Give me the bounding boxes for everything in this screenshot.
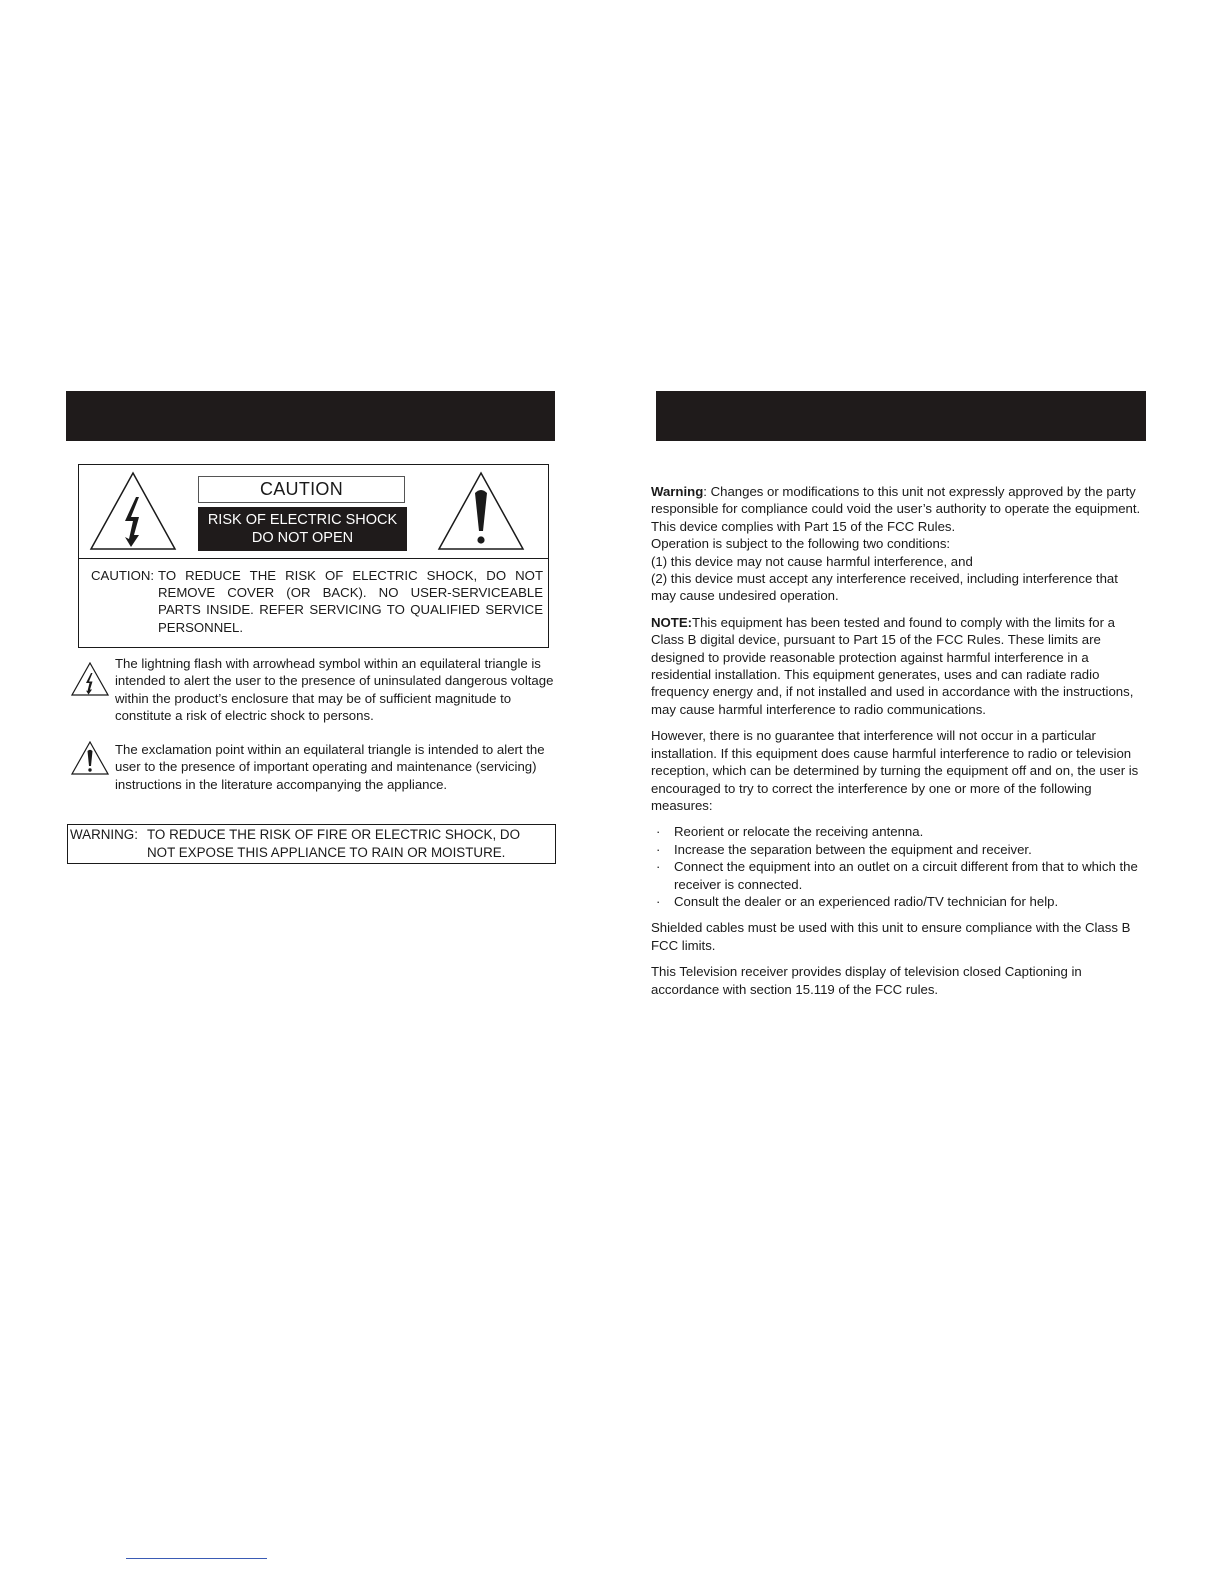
- list-item: [651, 841, 1143, 858]
- moisture-warning-box: [67, 824, 556, 864]
- fcc-closed-captioning: This Television receiver provides display of television closed Captioning in accordance with section 15.119 of the FCC rules.: [651, 964, 1082, 997]
- fcc-condition-1: (1) this device may not cause harmful interference, and: [651, 553, 973, 569]
- list-item-text: Reorient or relocate the receiving antenna.: [674, 824, 924, 840]
- risk-line-1: RISK OF ELECTRIC SHOCK: [207, 512, 398, 528]
- risk-line-2: DO NOT OPEN: [251, 530, 354, 546]
- fcc-warning-paragraph: [651, 483, 1143, 518]
- lightning-warning-icon: [89, 471, 177, 551]
- caution-note-label: CAUTION:: [91, 568, 155, 583]
- caution-title: CAUTION: [198, 476, 405, 503]
- bullet-dot: ·: [656, 824, 661, 840]
- fcc-warning-text: : Changes or modifications to this unit not expressly approved by the party responsible for compliance could void the user’s authority to operate the equipment.: [651, 484, 1141, 517]
- footer-rule: [126, 1558, 267, 1559]
- exclamation-explanation-text: The exclamation point within an equilateral triangle is intended to alert the user to the presence of important operating and maintenance (servicing) instructions in the literature accompanying the appliance.: [115, 742, 545, 792]
- bullet-dot: ·: [656, 841, 661, 857]
- fcc-however-paragraph: However, there is no guarantee that interference will not occur in a particular installation. If this equipment does cause harmful interference to radio or television reception, which can be determined by turning the equipment off and on, the user is encouraged to try to correct the interference by one or more of the following measures:: [651, 728, 1139, 813]
- caution-note-text: TO REDUCE THE RISK OF ELECTRIC SHOCK, DO NOT REMOVE COVER (OR BACK). NO USER-SERVICEABLE PARTS INSIDE. REFER SERVICING TO QUALIFIED SERVICE PERSONNEL.: [158, 568, 543, 635]
- caution-label-top: [79, 465, 548, 559]
- exclamation-warning-icon: [437, 471, 525, 551]
- lightning-explanation-text: The lightning flash with arrowhead symbol within an equilateral triangle is intended to alert the user to the presence of uninsulated dangerous voltage within the product’s enclosure that may be of sufficient magnitude to constitute a risk of electric shock to persons.: [115, 656, 554, 724]
- fcc-warning-label: Warning: [651, 484, 704, 499]
- exclamation-triangle-icon: [71, 741, 109, 775]
- bullet-dot: ·: [656, 893, 661, 909]
- list-item-text: Consult the dealer or an experienced radio/TV technician for help.: [674, 893, 1059, 909]
- fcc-part15: This device complies with Part 15 of the FCC Rules.: [651, 518, 956, 534]
- list-item: [651, 858, 1143, 893]
- caution-label-box: [78, 464, 549, 648]
- fcc-conditions-intro: Operation is subject to the following two conditions:: [651, 536, 951, 552]
- list-item-text: Increase the separation between the equipment and receiver.: [674, 841, 1032, 857]
- right-header-bar: [656, 391, 1146, 441]
- fcc-statement: [651, 483, 1143, 998]
- fcc-note-paragraph: [651, 614, 1143, 718]
- fcc-condition-2: (2) this device must accept any interference received, including interference that may cause undesired operation.: [651, 571, 1118, 604]
- fcc-note-text: This equipment has been tested and found to comply with the limits for a Class B digital device, pursuant to Part 15 of the FCC Rules. These limits are designed to provide reasonable protection against harmful interference in a residential installation. This equipment generates, uses and can radiate radio frequency energy and, if not installed and used in accordance with the instructions, may cause harmful interference to radio communications.: [651, 614, 1134, 717]
- warning-text: TO REDUCE THE RISK OF FIRE OR ELECTRIC SHOCK, DO NOT EXPOSE THIS APPLIANCE TO RAIN OR MOISTURE.: [147, 827, 521, 860]
- left-header-bar: [66, 391, 555, 441]
- fcc-note-label: NOTE:: [651, 614, 693, 630]
- warning-label: WARNING:: [70, 827, 138, 842]
- fcc-shielded-cables: Shielded cables must be used with this unit to ensure compliance with the Class B FCC limits.: [651, 920, 1131, 953]
- fcc-measures-list: [651, 823, 1143, 910]
- lightning-triangle-icon: [71, 662, 109, 696]
- bullet-dot: ·: [656, 859, 661, 875]
- list-item: [651, 893, 1143, 910]
- risk-of-shock-label: [198, 507, 407, 551]
- list-item-text: Connect the equipment into an outlet on a circuit different from that to which the receiver is connected.: [674, 859, 1138, 892]
- list-item: [651, 823, 1143, 840]
